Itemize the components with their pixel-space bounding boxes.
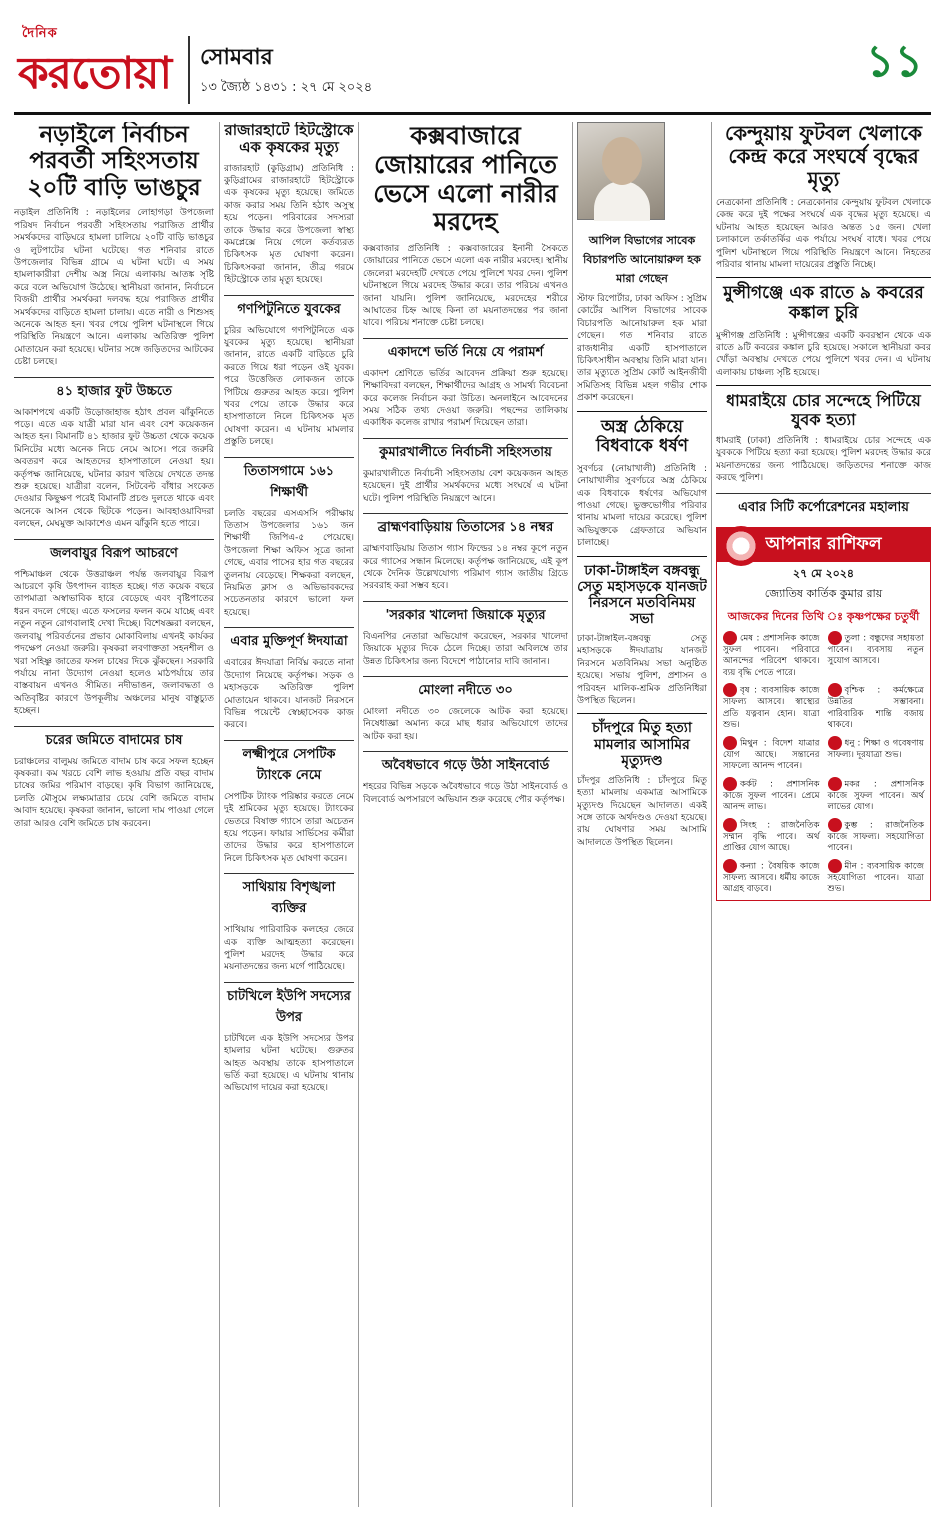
article-munshiganj-body: মুন্সীগঞ্জ প্রতিনিধি : মুন্সীগঞ্জের একটি কবরস্থান থেকে এক রাতে ৯টি কবরের কঙ্কাল চুরি হয়েছে। সকালে স্থানীয়রা কবর খোঁড়া অবস্থায় দেখতে পেয়ে পুলিশে খবর দেন। এ ঘটনায় এলাকায় চাঞ্চল্য সৃষ্টি হয়েছে। bbox=[716, 330, 931, 378]
photo-caption: আপিল বিভাগের সাবেক বিচারপতি আনোয়ারুল হক মারা গেছেন bbox=[583, 234, 701, 285]
headline-coxsbazar: কক্সবাজারে জোয়ারের পানিতে ভেসে এলো নারীর মরদেহ bbox=[373, 122, 558, 237]
subhead-peanut: চরের জমিতে বাদামের চাষ bbox=[14, 726, 214, 752]
subhead-kumarkhali: কুমারখালীতে নির্বাচনী সহিংসতায় bbox=[363, 438, 568, 464]
article-justice-body: স্টাফ রিপোর্টার, ঢাকা অফিস : সুপ্রিম কোর্টের আপিল বিভাগের সাবেক বিচারপতি আনোয়ারুল হক মারা গেছেন। গত শনিবার রাতে রাজধানীর একটি হাসপাতালে চিকিৎসাধীন অবস্থায় তিনি মারা যান। তার মৃত্যুতে সুপ্রিম কোর্ট আইনজীবী সমিতিসহ বিভিন্ন মহল গভীর শোক প্রকাশ করেছেন। bbox=[577, 294, 707, 404]
subhead-mongla: মোংলা নদীতে ৩০ bbox=[363, 676, 568, 702]
sign-text: তুলা : বন্ধুদের সহায়তা পাবেন। ব্যবসায় নতুন সুযোগ আসবে। bbox=[827, 633, 924, 667]
horoscope-author: জ্যোতিষ কার্তিক কুমার রায় bbox=[764, 586, 883, 600]
article-dhaka-tangail-body: ঢাকা-টাঙ্গাইল-বঙ্গবন্ধু সেতু মহাসড়কে ঈদযাত্রায় যানজট নিরসনে মতবিনিময় সভা অনুষ্ঠিত হয়েছে। সভায় পুলিশ, প্রশাসন ও পরিবহন মালিক-শ্রমিক প্রতিনিধিরা উপস্থিত ছিলেন। bbox=[577, 633, 707, 706]
subhead-41000ft: ৪১ হাজার ফুট উচ্চতে bbox=[14, 377, 214, 403]
horoscope-date: ২৭ মে ২০২৪ bbox=[792, 566, 855, 580]
issue-date: ১৩ জ্যৈষ্ঠ ১৪৩১ : ২৭ মে ২০২৪ bbox=[200, 80, 373, 95]
sign-text: মকর : প্রশাসনিক কাজে সুফল পাবেন। অর্থ লাভের যোগ। bbox=[827, 779, 924, 813]
headline-munshiganj: মুন্সীগঞ্জে এক রাতে ৯ কবরের কঙ্কাল চুরি bbox=[723, 283, 924, 323]
article-41000ft-body: আকাশপথে একটি উড়োজাহাজ হঠাৎ প্রবল ঝাঁকুনিতে পড়ে। এতে এক যাত্রী মারা যান এবং বেশ কয়েকজন আহত হন। বিমানটি ৪১ হাজার ফুট উচ্চতা থেকে কয়েক মিনিটের মধ্যে অনেক নিচে নেমে আসে। পরে জরুরি অবতরণ করে আহতদের হাসপাতালে নেওয়া হয়। কর্তৃপক্ষ জানিয়েছে, ঘটনার কারণ খতিয়ে দেখতে তদন্ত শুরু হয়েছে। যাত্রীরা বলেন, সিটবেল্ট বাঁধার সংকেত দেওয়ার কিছুক্ষণ পরেই বিমানটি প্রচণ্ড দুলতে থাকে এবং অনেকে আসন থেকে ছিটকে পড়েন। আবহাওয়াবিদরা বলছেন, মেঘমুক্ত আকাশেও এমন ঝাঁকুনি হতে পারে। bbox=[14, 407, 214, 530]
horoscope-sign bbox=[828, 736, 925, 773]
subhead-mob-beating: গণপিটুনিতে যুবকের bbox=[224, 295, 354, 321]
libra-icon bbox=[828, 631, 842, 645]
aries-icon bbox=[723, 631, 737, 645]
headline-kendua: কেন্দুয়ায় ফুটবল খেলাকে কেন্দ্র করে সংঘর্ষে বৃদ্ধের মৃত্যু bbox=[725, 122, 922, 191]
sign-text: সিংহ : রাজনৈতিক সম্মান বৃদ্ধি পাবে। অর্থ প্রাপ্তির যোগ আছে। bbox=[723, 820, 820, 854]
horoscope-sign bbox=[828, 777, 925, 814]
cancer-icon bbox=[723, 777, 737, 791]
masthead bbox=[0, 0, 945, 112]
article-kendua-body: নেত্রকোনা প্রতিনিধি : নেত্রকোনার কেন্দুয়ায় ফুটবল খেলাকে কেন্দ্র করে দুই পক্ষের সংঘর্ষে এক বৃদ্ধের মৃত্যু হয়েছে। এ ঘটনায় আহত হয়েছেন আরও অন্তত ১৫ জন। খেলা চলাকালে তর্কাতর্কির এক পর্যায়ে সংঘর্ষ বাধে। খবর পেয়ে পুলিশ ঘটনাস্থলে গিয়ে পরিস্থিতি নিয়ন্ত্রণে আনে। নিহতের পরিবার থানায় মামলা দায়েরের প্রস্তুতি নিচ্ছে। bbox=[716, 198, 931, 271]
article-narail-body: নড়াইল প্রতিনিধি : নড়াইলের লোহাগড়া উপজেলা পরিষদ নির্বাচন পরবর্তী সহিংসতায় পরাজিত প্রার্থীর সমর্থকদের বাড়িঘরে হামলা চালিয়ে ২০টি বাড়ি ভাঙচুর ও লুটপাটের ঘটনা ঘটেছে। গত শনিবার রাতে উপজেলার বিভিন্ন গ্রামে এ ঘটনা ঘটে। এ সময় হামলাকারীরা দেশীয় অস্ত্র নিয়ে এলাকায় আতঙ্ক সৃষ্টি করে বলে অভিযোগ উঠেছে। স্থানীয়রা জানান, নির্বাচনে বিজয়ী প্রার্থীর সমর্থকরা দলবদ্ধ হয়ে পরাজিত প্রার্থীর সমর্থকদের বাড়িতে হামলা চালায়। এতে নারী ও শিশুসহ অনেকে আহত হন। খবর পেয়ে পুলিশ ঘটনাস্থলে গিয়ে পরিস্থিতি নিয়ন্ত্রণে আনে। এলাকায় অতিরিক্ত পুলিশ মোতায়েন করা হয়েছে। ঘটনার সঙ্গে জড়িতদের আটকের চেষ্টা চলছে। bbox=[14, 208, 214, 368]
column-5 bbox=[716, 122, 931, 1507]
subhead-septic-tank: লক্ষ্মীপুরে সেপটিক ট্যাংকে নেমে bbox=[224, 740, 354, 787]
article-climate-body: পশ্চিমাঞ্চল থেকে উত্তরাঞ্চল পর্যন্ত জলবায়ুর বিরূপ আচরণে কৃষি উৎপাদন ব্যাহত হচ্ছে। গত কয়েক বছরে তাপমাত্রা অস্বাভাবিক হারে বেড়েছে এবং বৃষ্টিপাতের ধরন বদলে গেছে। এতে ফসলের ফলন কমে যাচ্ছে এবং নতুন নতুন রোগবালাই দেখা দিচ্ছে। বিশেষজ্ঞরা বলছেন, জলবায়ু পরিবর্তনের প্রভাব মোকাবিলায় এখনই কার্যকর পদক্ষেপ নেওয়া জরুরি। কৃষকরা লবণাক্ততা সহনশীল ও খরা সহিষ্ণু জাতের ফসল চাষের দিকে ঝুঁকছেন। সরকারি পর্যায়ে নানা উদ্যোগ নেওয়া হলেও মাঠপর্যায়ে তার বাস্তবায়ন এখনও সীমিত। নদীভাঙন, জলাবদ্ধতা ও অতিবৃষ্টির কারণে উপকূলীয় অঞ্চলের মানুষ বাস্তুচ্যুত হচ্ছেন। bbox=[14, 569, 214, 717]
sign-text: কর্কট : প্রশাসনিক কাজে সুফল পাবেন। প্রেমে আনন্দ লাভ। bbox=[723, 779, 820, 813]
horoscope-sign bbox=[723, 631, 820, 680]
column-3 bbox=[363, 122, 568, 1507]
subhead-khaleda: 'সরকার খালেদা জিয়াকে মৃত্যুর bbox=[363, 601, 568, 627]
column-rule bbox=[711, 122, 712, 1507]
sagittarius-icon bbox=[828, 736, 842, 750]
headline-dhaka-tangail: ঢাকা-টাঙ্গাইল বঙ্গবন্ধু সেতু মহাসড়কে যানজট নিরসনে মতবিনিময় সভা bbox=[577, 562, 707, 627]
gemini-icon bbox=[723, 736, 737, 750]
article-titas-gas-body: ব্রাহ্মণবাড়িয়ায় তিতাস গ্যাস ফিল্ডের ১৪ নম্বর কূপে নতুন করে গ্যাসের সন্ধান মিলেছে। কর্তৃপক্ষ জানিয়েছে, এই কূপ থেকে দৈনিক উল্লেখযোগ্য পরিমাণ গ্যাস জাতীয় গ্রিডে সরবরাহ করা সম্ভব হবে। bbox=[363, 544, 568, 592]
horoscope-box bbox=[716, 527, 931, 901]
zodiac-wheel-icon bbox=[721, 526, 761, 566]
article-kumarkhali-body: কুমারখালীতে নির্বাচনী সহিংসতায় বেশ কয়েকজন আহত হয়েছেন। দুই প্রার্থীর সমর্থকদের মধ্যে সংঘর্ষে এ ঘটনা ঘটে। পুলিশ পরিস্থিতি নিয়ন্ত্রণে আনে। bbox=[363, 468, 568, 504]
horoscope-tithi: আজকের দিনের তিথি ঃ কৃষ্ণপক্ষের চতুর্থী bbox=[727, 609, 920, 623]
column-4 bbox=[577, 122, 707, 1507]
horoscope-title: আপনার রাশিফল bbox=[717, 528, 930, 562]
article-chandpur-body: চাঁদপুর প্রতিনিধি : চাঁদপুরে মিতু হত্যা মামলায় একমাত্র আসামিকে মৃত্যুদণ্ড দিয়েছেন আদালত। একই সঙ্গে তাকে অর্থদণ্ডও দেওয়া হয়েছে। রায় ঘোষণার সময় আসামি আদালতে উপস্থিত ছিলেন। bbox=[577, 775, 707, 848]
scorpio-icon bbox=[828, 683, 842, 697]
article-mongla-body: মোংলা নদীতে ৩০ জেলেকে আটক করা হয়েছে। নিষেধাজ্ঞা অমান্য করে মাছ ধরার অভিযোগে তাদের আটক করা হয়। bbox=[363, 706, 568, 742]
sign-text: মীন : ব্যবসায়িক কাজে সহযোগিতা পাবেন। যাত্রা শুভ। bbox=[827, 861, 924, 895]
newspaper-logo: করতোয়া bbox=[18, 48, 172, 99]
issue-day: সোমবার bbox=[200, 45, 273, 70]
article-khaleda-body: বিএনপির নেতারা অভিযোগ করেছেন, সরকার খালেদা জিয়াকে মৃত্যুর দিকে ঠেলে দিচ্ছে। তারা অবিলম্বে তার উন্নত চিকিৎসার জন্য বিদেশে পাঠানোর দাবি জানান। bbox=[363, 631, 568, 667]
subhead-sathia: সাথিয়ায় বিশৃঙ্খলা ব্যক্তির bbox=[224, 873, 354, 920]
masthead-divider bbox=[188, 36, 190, 104]
subhead-admission: একাদশে ভর্তি নিয়ে যে পরামর্শ bbox=[363, 338, 568, 364]
article-septic-tank-body: সেপটিক ট্যাংক পরিষ্কার করতে নেমে দুই শ্রমিকের মৃত্যু হয়েছে। ট্যাংকের ভেতরে বিষাক্ত গ্যাসে তারা অচেতন হয়ে পড়েন। ফায়ার সার্ভিসের কর্মীরা তাদের উদ্ধার করে হাসপাতালে নিলে চিকিৎসক মৃত ঘোষণা করেন। bbox=[224, 791, 354, 864]
horoscope-sign bbox=[723, 859, 820, 896]
sign-text: ধনু : শিক্ষা ও গবেষণায় সাফল্য। দূরযাত্রা শুভ। bbox=[827, 738, 924, 760]
subhead-titas-students: তিতাসগামে ১৬১ শিক্ষার্থী bbox=[224, 457, 354, 504]
virgo-icon bbox=[723, 859, 737, 873]
section-rule bbox=[716, 277, 931, 278]
horoscope-sign bbox=[828, 631, 925, 680]
horoscope-sign bbox=[723, 818, 820, 855]
section-rule bbox=[716, 385, 931, 386]
logo-small-text: দৈনিক bbox=[22, 26, 58, 41]
article-mob-beating-body: চুরির অভিযোগে গণপিটুনিতে এক যুবকের মৃত্যু হয়েছে। স্থানীয়রা জানান, রাতে একটি বাড়িতে চুরি করতে গিয়ে ধরা পড়েন ওই যুবক। পরে উত্তেজিত লোকজন তাকে পিটিয়ে গুরুতর আহত করে। পুলিশ খবর পেয়ে তাকে উদ্ধার করে হাসপাতালে নিলে চিকিৎসক মৃত ঘোষণা করেন। এ ঘটনায় মামলার প্রস্তুতি চলছে। bbox=[224, 325, 354, 448]
article-admission-body: একাদশ শ্রেণিতে ভর্তির আবেদন প্রক্রিয়া শুরু হয়েছে। শিক্ষাবিদরা বলছেন, শিক্ষার্থীদের আগ্রহ ও সামর্থ্য বিবেচনা করে কলেজ নির্বাচন করা উচিত। অনলাইনে আবেদনের সময় সঠিক তথ্য দেওয়া জরুরি। পছন্দের তালিকায় একাধিক কলেজ রাখার পরামর্শ দিয়েছেন তারা। bbox=[363, 368, 568, 429]
headline-subarnachar: অস্ত্র ঠেকিয়ে বিধবাকে ধর্ষণ bbox=[595, 416, 689, 457]
article-dhamrai-body: ধামরাই (ঢাকা) প্রতিনিধি : ধামরাইয়ে চোর সন্দেহে এক যুবককে পিটিয়ে হত্যা করা হয়েছে। পুলিশ মরদেহ উদ্ধার করে ময়নাতদন্তের জন্য পাঠিয়েছে। জড়িতদের শনাক্তে কাজ করছে পুলিশ। bbox=[716, 435, 931, 484]
leo-icon bbox=[723, 818, 737, 832]
sign-text: মেষ : প্রশাসনিক কাজে সুফল পাবেন। পরিবারে আনন্দের পরিবেশ থাকবে। ব্যয় বৃদ্ধি পেতে পারে। bbox=[723, 633, 820, 678]
taurus-icon bbox=[723, 683, 737, 697]
horoscope-sign bbox=[723, 777, 820, 814]
article-peanut-body: চরাঞ্চলের বালুময় জমিতে বাদাম চাষ করে সফল হচ্ছেন কৃষকরা। কম খরচে বেশি লাভ হওয়ায় প্রতি বছর বাদাম চাষের জমির পরিমাণ বাড়ছে। কৃষি বিভাগ জানিয়েছে, চলতি মৌসুমে লক্ষ্যমাত্রার চেয়ে বেশি জমিতে বাদাম আবাদ হয়েছে। কৃষকরা জানান, ভালো দাম পাওয়া গেলে তারা আরও বেশি জমিতে চাষ করবেন। bbox=[14, 756, 214, 829]
headline-dhamrai: ধামরাইয়ে চোর সন্দেহে পিটিয়ে যুবক হত্যা bbox=[726, 391, 921, 429]
justice-portrait-photo bbox=[577, 122, 665, 220]
article-chatkhil-body: চাটখিলে এক ইউপি সদস্যের উপর হামলার ঘটনা ঘটেছে। গুরুতর আহত অবস্থায় তাকে হাসপাতালে ভর্তি করা হয়েছে। এ ঘটনায় থানায় অভিযোগ দায়ের করা হয়েছে। bbox=[224, 1033, 354, 1094]
page-number: ১১ bbox=[865, 36, 923, 87]
column-rule bbox=[219, 122, 220, 1507]
column-1 bbox=[14, 122, 214, 1507]
article-titas-students-body: চলতি বছরের এসএসসি পরীক্ষায় তিতাস উপজেলার ১৬১ জন শিক্ষার্থী জিপিএ-৫ পেয়েছে। উপজেলা শিক্ষা অফিস সূত্রে জানা গেছে, এবার পাসের হার গত বছরের তুলনায় বেড়েছে। শিক্ষকরা বলছেন, নিয়মিত ক্লাস ও অভিভাবকদের সচেতনতার কারণে ভালো ফল হয়েছে। bbox=[224, 508, 354, 618]
sign-text: কুম্ভ : রাজনৈতিক কাজে সাফল্য। সহযোগিতা পাবেন। bbox=[827, 820, 924, 854]
sign-text: কন্যা : বৈষয়িক কাজে সাফল্য আসবে। ধর্মীয় কাজে আগ্রহ বাড়বে। bbox=[723, 861, 820, 895]
article-subarnachar-body: সুবর্ণচর (নোয়াখালী) প্রতিনিধি : নোয়াখালীর সুবর্ণচরে অস্ত্র ঠেকিয়ে এক বিধবাকে ধর্ষণের অভিযোগ পাওয়া গেছে। ভুক্তভোগীর পরিবার থানায় মামলা দায়ের করেছে। পুলিশ অভিযুক্তকে গ্রেফতারে অভিযান চালাচ্ছে। bbox=[577, 463, 707, 549]
horoscope-sign bbox=[828, 859, 925, 896]
section-rule bbox=[577, 411, 707, 412]
headline-narail: নড়াইলে নির্বাচন পরবর্তী সহিংসতায় ২০টি বাড়ি ভাঙচুর bbox=[27, 122, 201, 201]
article-signboard-body: শহরের বিভিন্ন সড়কে অবৈধভাবে গড়ে উঠা সাইনবোর্ড ও বিলবোর্ড অপসারণে অভিযান শুরু করেছে পৌর কর্তৃপক্ষ। bbox=[363, 782, 568, 805]
article-rajarhat-body: রাজারহাট (কুড়িগ্রাম) প্রতিনিধি : কুড়িগ্রামের রাজারহাটে হিটস্ট্রোকে এক কৃষকের মৃত্যু হয়েছে। জমিতে কাজ করার সময় তিনি হঠাৎ অসুস্থ হয়ে পড়েন। পরিবারের সদস্যরা তাকে উদ্ধার করে উপজেলা স্বাস্থ্য কমপ্লেক্সে নিয়ে গেলে কর্তব্যরত চিকিৎসক মৃত ঘোষণা করেন। চিকিৎসকরা জানান, তীব্র গরমে হিটস্ট্রোকে তার মৃত্যু হয়েছে। bbox=[224, 163, 354, 286]
headline-rajarhat: রাজারহাটে হিটস্ট্রোকে এক কৃষকের মৃত্যু bbox=[224, 122, 354, 157]
horoscope-sign bbox=[828, 683, 925, 732]
subhead-city-corporation: এবার সিটি কর্পোরেশনের মহালায় bbox=[716, 493, 931, 519]
column-rule bbox=[572, 122, 573, 1507]
subhead-chatkhil: চাটখিলে ইউপি সদস্যের উপর bbox=[224, 982, 354, 1029]
subhead-signboard: অবৈধভাবে গড়ে উঠা সাইনবোর্ড bbox=[363, 751, 568, 777]
section-rule bbox=[577, 713, 707, 714]
horoscope-grid bbox=[717, 627, 930, 900]
sign-text: বৃশ্চিক : কর্মক্ষেত্রে উন্নতির সম্ভাবনা। পারিবারিক শান্তি বজায় থাকবে। bbox=[827, 685, 924, 731]
subhead-titas-gas: ব্রাহ্মণবাড়িয়ায় তিতাসের ১৪ নম্বর bbox=[363, 513, 568, 539]
section-rule bbox=[577, 556, 707, 557]
subhead-climate: জলবায়ুর বিরূপ আচরণে bbox=[14, 539, 214, 565]
pisces-icon bbox=[828, 859, 842, 873]
capricorn-icon bbox=[828, 777, 842, 791]
article-sathia-body: সাথিয়ায় পারিবারিক কলহের জেরে এক ব্যক্তি আত্মহত্যা করেছেন। পুলিশ মরদেহ উদ্ধার করে ময়নাতদন্তের জন্য মর্গে পাঠিয়েছে। bbox=[224, 925, 354, 973]
sign-text: মিথুন : বিদেশ যাত্রার যোগ আছে। সন্তানের সাফল্যে আনন্দ পাবেন। bbox=[723, 738, 820, 772]
headline-chandpur: চাঁদপুরে মিতু হত্যা মামলার আসামির মৃত্যুদণ্ড bbox=[592, 720, 692, 769]
article-eid-journey-body: এবারের ঈদযাত্রা নির্বিঘ্ন করতে নানা উদ্যোগ নিয়েছে কর্তৃপক্ষ। সড়ক ও মহাসড়কে অতিরিক্ত পুলিশ মোতায়েন থাকবে। যানজট নিরসনে বিভিন্ন পয়েন্টে স্বেচ্ছাসেবক কাজ করবে। bbox=[224, 658, 354, 731]
horoscope-sign bbox=[828, 818, 925, 855]
column-2 bbox=[224, 122, 354, 1507]
article-coxsbazar-body: কক্সবাজার প্রতিনিধি : কক্সবাজারের ইনানী সৈকতে জোয়ারের পানিতে ভেসে এলো এক নারীর মরদেহ। স্থানীয় জেলেরা মরদেহটি দেখতে পেয়ে পুলিশে খবর দেন। পুলিশ ঘটনাস্থলে গিয়ে মরদেহ উদ্ধার করে। তার পরিচয় এখনও জানা যায়নি। পুলিশ জানিয়েছে, মরদেহের শরীরে আঘাতের চিহ্ন আছে কিনা তা ময়নাতদন্তের পর জানা যাবে। পরিচয় শনাক্তে চেষ্টা চলছে। bbox=[363, 244, 568, 329]
aquarius-icon bbox=[828, 818, 842, 832]
horoscope-sign bbox=[723, 683, 820, 732]
column-rule bbox=[358, 122, 359, 1507]
horoscope-sign bbox=[723, 736, 820, 773]
subhead-eid-journey: এবার মুক্তিপূর্ণ ঈদযাত্রা bbox=[224, 627, 354, 653]
masthead-rule bbox=[14, 112, 931, 115]
sign-text: বৃষ : ব্যবসায়িক কাজে সাফল্য আসবে। স্বাস্থ্যের প্রতি যত্নবান হোন। যাত্রা শুভ। bbox=[723, 685, 820, 731]
